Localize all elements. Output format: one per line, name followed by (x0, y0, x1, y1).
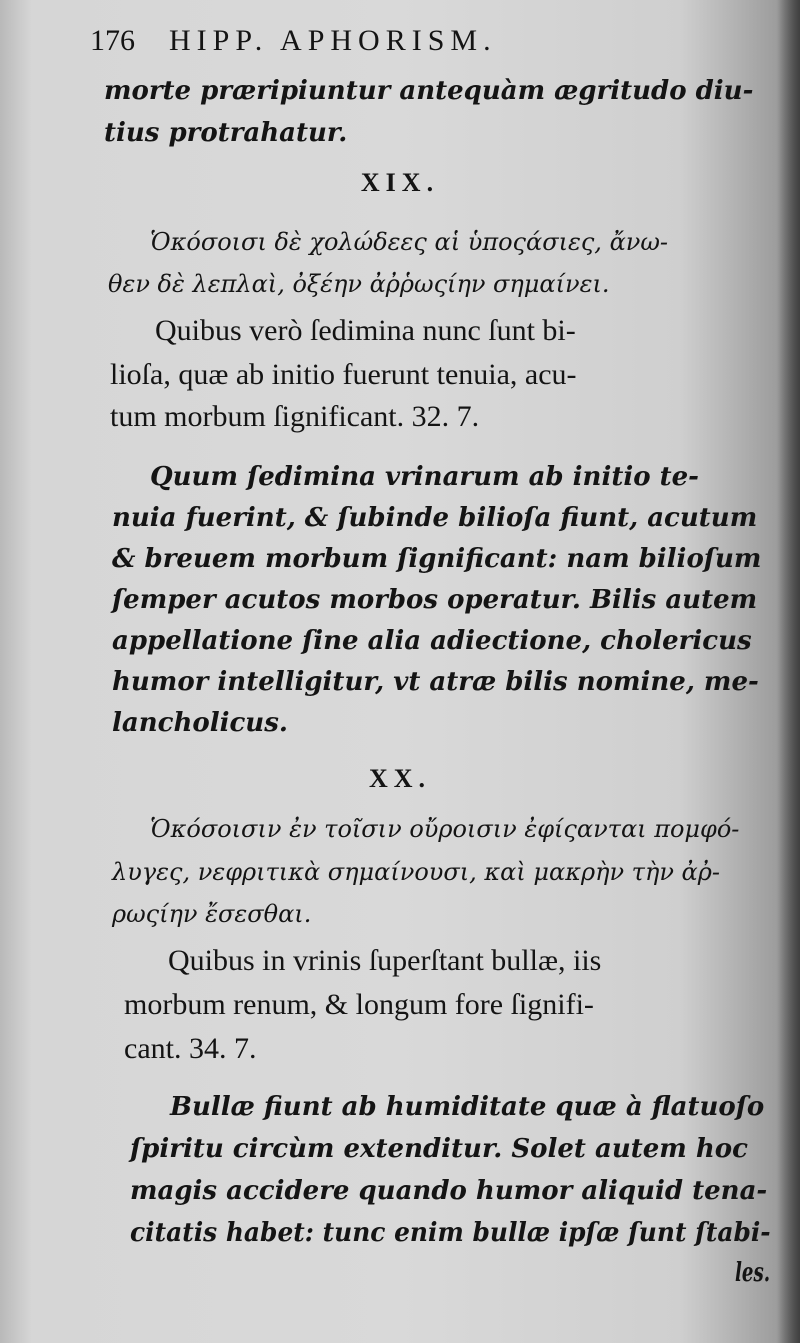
aphorism-number: XIX. (360, 168, 440, 197)
page-number: 176 (90, 24, 135, 57)
greek-line: θεν δὲ λεπλαὶ, ὀξέην ἀῤῥωςίην σημαίνει. (108, 270, 610, 298)
running-title: HIPP. APHORISM. (169, 24, 497, 57)
greek-line: ρωςίην ἔσεσθαι. (112, 900, 312, 928)
commentary-line: Quum ſedimina vrinarum ab initio te- (150, 462, 699, 492)
commentary-line: appellatione ſine alia adiectione, cholericus (112, 626, 752, 656)
continuation-line: tius protrahatur. (104, 118, 348, 148)
commentary-line: & breuem morbum ſignificant: nam bilioſum (112, 544, 762, 574)
commentary-line: magis accidere quando humor aliquid tena- (130, 1176, 768, 1206)
commentary-line: Bullæ fiunt ab humiditate quæ à flatuoſo (170, 1092, 765, 1122)
commentary-line: lancholicus. (112, 708, 288, 738)
greek-line: Ὁκόσοισι δὲ χολώδεες αἱ ὑποςάσιες, ἄνω- (150, 228, 669, 256)
commentary-line: les. (735, 1258, 771, 1288)
running-header (90, 24, 497, 58)
page-gutter-shadow (778, 0, 800, 1343)
commentary-line: ſemper acutos morbos operatur. Bilis autem (112, 585, 758, 615)
latin-line: cant. 34. 7. (124, 1032, 257, 1065)
commentary-line: nuia fuerint, & ſubinde bilioſa fiunt, acutum (112, 503, 758, 533)
commentary-line: humor intelligitur, vt atræ bilis nomine, me- (112, 667, 759, 697)
commentary-line: citatis habet: tunc enim bullæ ipſæ ſunt ſtabi- (130, 1218, 771, 1248)
latin-line: Quibus in vrinis ſuperſtant bullæ, iis (168, 944, 602, 977)
aphorism-number: XX. (368, 764, 432, 793)
latin-line: lioſa, quæ ab initio fuerunt tenuia, acu- (110, 358, 577, 391)
greek-line: Ὁκόσοισιν ἐν τοῖσιν οὔροισιν ἐφίςανται πομφό- (150, 815, 740, 843)
latin-line: tum morbum ſignificant. 32. 7. (110, 400, 480, 433)
greek-line: λυγες, νεφριτικὰ σημαίνουσι, καὶ μακρὴν τὴν ἀῤ- (112, 858, 720, 886)
latin-line: Quibus verò ſedimina nunc ſunt bi- (155, 314, 576, 347)
continuation-line: morte præripiuntur antequàm ægritudo diu- (104, 76, 754, 106)
latin-line: morbum renum, & longum fore ſignifi- (124, 988, 594, 1021)
commentary-line: ſpiritu circùm extenditur. Solet autem hoc (130, 1134, 748, 1164)
